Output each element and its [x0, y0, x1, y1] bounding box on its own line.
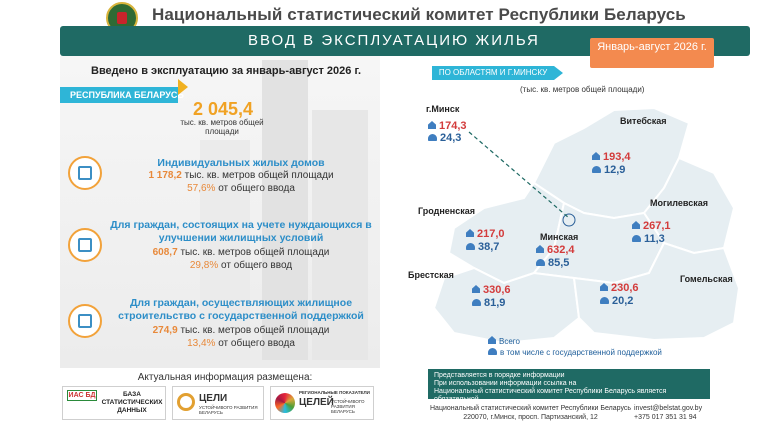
republic-label: РЕСПУБЛИКА БЕЛАРУСЬ: [60, 87, 178, 103]
block-pct-value: 13,4%: [187, 338, 216, 349]
block-head: Для граждан, осуществляющих жилищное строительство с государственной поддержкой: [118, 297, 364, 322]
house-icon: [600, 283, 608, 291]
region-support: 38,7: [478, 241, 500, 253]
house-icon: [536, 245, 544, 253]
footer-org: [430, 405, 631, 422]
house-icon: [466, 229, 474, 237]
total-value: 2 045,4: [192, 99, 254, 119]
region-support: 12,9: [604, 164, 626, 176]
block-value: [104, 325, 378, 337]
region-name: Гродненская: [418, 206, 475, 216]
block-pct-text: от общего ввода: [218, 338, 295, 349]
block-value-number: 1 178,2: [148, 170, 182, 181]
org-title: Национальный статистический комитет Республики Беларусь: [152, 5, 686, 24]
page-title: ВВОД В ЭКСПЛУАТАЦИЮ ЖИЛЬЯ: [248, 32, 540, 49]
region-total: 193,4: [603, 151, 631, 163]
house-icon: [592, 152, 600, 160]
region-name: Брестская: [408, 270, 454, 280]
regional-sdg-caption-top: РЕГИОНАЛЬНЫЕ ПОКАЗАТЕЛИ: [299, 390, 370, 395]
region-support: 24,3: [440, 132, 462, 144]
people-icon: [632, 235, 641, 242]
sdg-wheel-icon: [275, 393, 295, 413]
block-pct: [104, 338, 378, 350]
family-home-icon: [68, 228, 102, 262]
people-icon: [592, 166, 601, 173]
regional-sdg-label: ЦЕЛЕЙ: [299, 397, 334, 408]
note-line: Национальный статистический комитет Республики Беларусь является обязательной: [434, 388, 667, 403]
region-name: Минская: [540, 232, 579, 242]
block-value-number: 274,9: [152, 325, 178, 336]
support-icon: [68, 304, 102, 338]
people-icon: [488, 348, 497, 355]
sdg-caption: УСТОЙЧИВОГО РАЗВИТИЯ БЕЛАРУСЬ: [199, 405, 258, 415]
people-icon: [600, 297, 609, 304]
block-pct-text: от общего ввод: [221, 260, 293, 271]
region-total: 632,4: [547, 244, 575, 256]
footer-line: Национальный статистический комитет Республики Беларусь: [430, 405, 632, 412]
house-icon: [632, 221, 640, 229]
block-value-number: 608,7: [152, 247, 178, 258]
region-support: 11,3: [644, 233, 665, 245]
note-line: Представляется в порядке информации: [434, 372, 565, 379]
block-value-unit: тыс. кв. метров общей площади: [180, 247, 330, 258]
people-icon: [428, 134, 437, 141]
people-icon: [466, 243, 475, 250]
total-unit: тыс. кв. метров общей площади: [180, 118, 264, 136]
ias-bd-caption: БАЗА СТАТИСТИЧЕСКИХ ДАННЫХ: [101, 391, 163, 414]
block-value-unit: тыс. кв. метров общей площади: [184, 170, 334, 181]
usage-note: [428, 369, 710, 403]
house-icon: [488, 336, 496, 344]
people-icon: [536, 259, 545, 266]
block-pct: [104, 183, 378, 195]
ias-bd-label: ИАС БД: [68, 392, 96, 399]
region-total: 174,3: [439, 120, 467, 132]
block-value-unit: тыс. кв. метров общей площади: [180, 325, 330, 336]
phone-number: +375 017 351 31 94: [634, 413, 697, 421]
region-total: 267,1: [643, 220, 671, 232]
region-name: Витебская: [620, 116, 667, 126]
region-name: г.Минск: [426, 104, 460, 114]
regional-sdg-logo[interactable]: [270, 386, 374, 420]
regions-tag: ПО ОБЛАСТЯМ И Г.МИНСКУ: [432, 66, 554, 80]
sdg-label: ЦЕЛИ: [199, 393, 228, 404]
region-total: 217,0: [477, 228, 505, 240]
block-pct-value: 57,6%: [187, 183, 216, 194]
sdg-wheel-icon: [177, 393, 195, 411]
legend-support: в том числе с государственной поддержкой: [500, 348, 662, 357]
note-line: При использовании информации ссылка на: [434, 380, 577, 387]
block-pct-text: от общего ввода: [218, 183, 295, 194]
region-name: Гомельская: [680, 274, 733, 284]
block-value: [104, 247, 378, 259]
people-icon: [472, 299, 481, 306]
footer-line: 220070, г.Минск, просп. Партизанский, 12: [463, 413, 598, 421]
house-icon: [428, 121, 436, 129]
region-support: 20,2: [612, 295, 634, 307]
arrow-icon: [178, 79, 188, 95]
region-name: Могилевская: [650, 198, 708, 208]
regions-units: (тыс. кв. метров общей площади): [520, 85, 645, 94]
arrow-icon: [554, 66, 563, 80]
region-support: 81,9: [484, 297, 506, 309]
additional-info: Актуальная информация размещена:: [137, 372, 313, 383]
house-icon: [68, 156, 102, 190]
region-total: 330,6: [483, 284, 511, 296]
block-head: Индивидуальных жилых домов: [157, 157, 325, 169]
block-pct-value: 29,8%: [189, 260, 219, 271]
block-value: [104, 170, 378, 182]
regional-sdg-caption: УСТОЙЧИВОГО РАЗВИТИЯ БЕЛАРУСЬ: [331, 399, 365, 414]
house-icon: [472, 285, 480, 293]
footer-contact: [634, 405, 702, 422]
left-subtitle: Введено в эксплуатацию за январь-август 2026 г.: [91, 65, 361, 77]
sdg-logo[interactable]: [172, 386, 264, 420]
email-link[interactable]: invest@belstat.gov.by: [634, 405, 703, 412]
period-badge: Январь-август 2026 г.: [590, 38, 714, 68]
block-pct: [104, 260, 378, 272]
legend-total: Всего: [499, 337, 520, 346]
map-legend: [488, 336, 662, 358]
ias-bd-logo[interactable]: [62, 386, 166, 420]
region-total: 230,6: [611, 282, 639, 294]
region-support: 85,5: [548, 257, 570, 269]
block-head: Для граждан, состоящих на учете нуждающихся в улучшении жилищных условий: [110, 219, 372, 244]
